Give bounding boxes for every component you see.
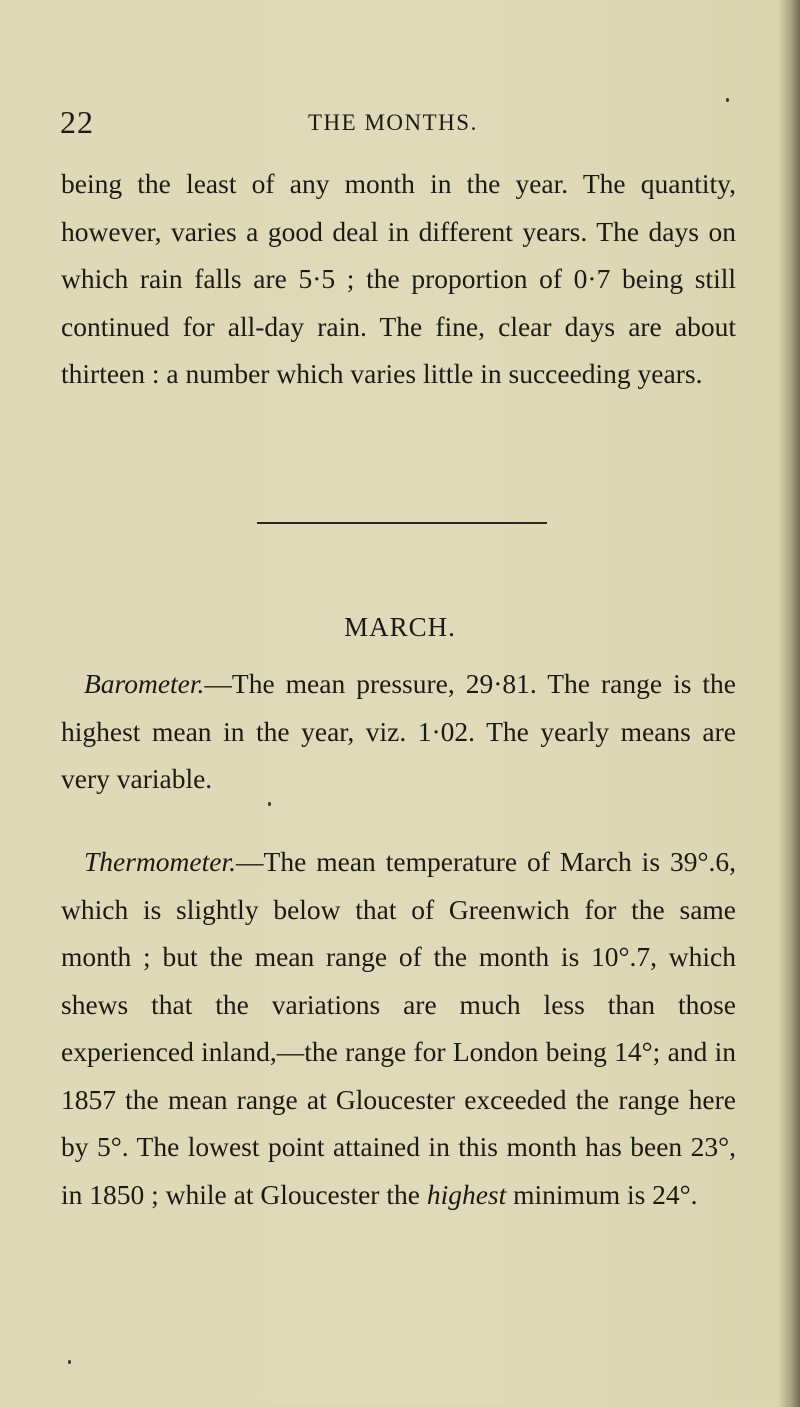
paragraph-barometer xyxy=(61,660,736,803)
barometer-text: —The mean pressure, 29·81. The range is the highest mean in the year, viz. 1·02. The yearly means are very variable. xyxy=(61,668,736,794)
ink-speck xyxy=(68,1360,71,1364)
barometer-heading: Barometer. xyxy=(84,668,205,699)
page-header xyxy=(60,104,760,144)
ink-speck xyxy=(726,98,729,102)
page-edge-shadow xyxy=(778,0,800,1407)
section-title-march: MARCH. xyxy=(344,612,456,642)
thermometer-heading: Thermometer. xyxy=(84,846,237,877)
ink-speck xyxy=(268,802,271,806)
running-head: THE MONTHS. xyxy=(308,110,478,135)
page-number: 22 xyxy=(60,104,94,140)
section-divider xyxy=(257,522,547,524)
thermometer-text-2: minimum is 24°. xyxy=(506,1178,698,1210)
paragraph-rainfall: being the least of any month in the year. The quantity, however, varies a good deal in different years. The days on which rain falls are 5·5 ; the proportion of 0·7 being still continued for all-day rain. The fine, clear days are about thirteen : a number which varies little in succeeding years. xyxy=(61,168,736,389)
thermometer-emphasis: highest xyxy=(426,1178,507,1210)
paragraph-thermometer xyxy=(61,838,736,1218)
thermometer-text-1: —The mean temperature of March is 39°.6, which is slightly below that of Greenwich for the same month ; but the mean range of the month is 10°.7, which shews that the variations are much less than those experienced inland,—the range for London being 14°; and in 1857 the mean range at Gloucester exceeded the range here by 5°. The lowest point attained in this month has been 23°, in 1850 ; while at Gloucester the xyxy=(61,846,736,1210)
